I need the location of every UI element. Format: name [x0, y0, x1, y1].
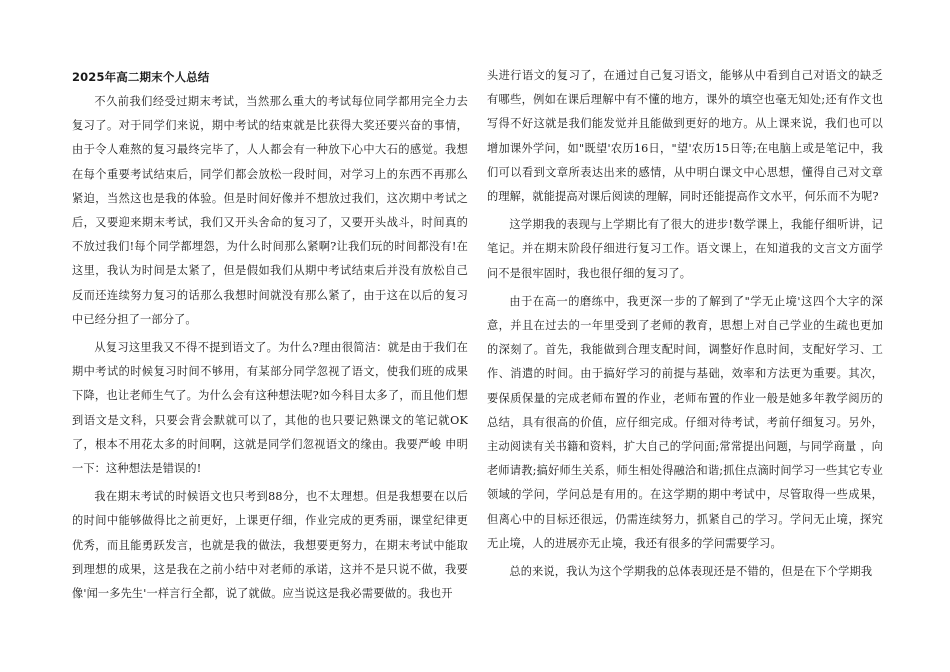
paragraph: 总的来说，我认为这个学期我的总体表现还是不错的，但是在下个学期我 [509, 565, 873, 579]
paragraph-continued: 头进行语文的复习了，在通过自己复习语文，能够从中看到自己对语文的缺乏有哪些，例如在课后理解中有不懂的地方，课外的填空也毫无知处;还有作文也写得不好这就是我们能发觉并且能做到更好的地方。从上课来说，我们也可以增加课外学问，如"既望'农历16日，"望'农历15日等;在电脑上或是笔记中，我们可以看到文章所表达出来的感情，从中明白课文中心思想，懂得自己对文章的理解，就能提高对课后阅读的理解，同时还能提高作文水平，何乐而不为呢? [487, 69, 883, 204]
paragraph: 从复习这里我又不得不提到语文了。为什么?理由很简洁：就是由于我们在期中考试的时候复习时间不够用，有某部分同学忽视了语文，使我们班的成果下降，也让老师生气了。为什么会有这种想法呢?如今科目太多了，而且他们想到语文是文科，只要会背会默就可以了，其他的也只要记熟课文的笔记就OK了，根本不用花太多的时间啊，这就是同学们忽视语文的缘由。我要严峻 申明一下：这种想法是错误的! [72, 341, 468, 476]
paragraph: 我在期末考试的时候语文也只考到88分，也不太理想。但是我想要在以后的时间中能够做得比之前更好，上课更仔细，作业完成的更秀丽，课堂纪律更优秀，而且能勇跃发言，也就是我的做法，我想要更努力，在期末考试中能取到理想的成果，这是我在之前小结中对老师的承诺，这并不是只说不做，我要像'闻一多先生'一样言行全都，说了就做。应当说这是我必需要做的。我也开 [72, 490, 468, 601]
left-column [72, 64, 468, 606]
right-column [487, 64, 883, 584]
document-title: 2025年高二期末个人总结 [72, 70, 210, 84]
paragraph: 由于在高一的磨练中，我更深一步的了解到了"学无止境'这四个大字的深意，并且在过去的一年里受到了老师的教育，思想上对自己学业的生疏也更加的深刻了。首先，我能做到合理支配时间，调整好作息时间，支配好学习、工作、消遣的时间。由于搞好学习的前提与基础，效率和方法更为重要。其次，要保质保量的完成老师布置的作业，老师布置的作业一般是她多年教学阅历的总结，具有很高的价值，应仔细完成。仔细对待考试，考前仔细复习。另外，主动阅读有关书籍和资料，扩大自己的学问面;常常提出问题，与同学商量 ，向老师请教;搞好师生关系，师生相处得融洽和谐;抓住点滴时间学习一些其它专业领域的学问，学问总是有用的。在这学期的期中考试中，尽管取得一些成果，但离心中的目标还很远，仍需连续努力，抓紧自己的学习。学问无止境，探究无止境，人的进展亦无止境，我还有很多的学问需要学习。 [487, 294, 883, 550]
paragraph: 不久前我们经受过期末考试，当然那么重大的考试每位同学都用完全力去复习了。对于同学们来说，期中考试的结束就是比获得大奖还要兴奋的事情，由于令人难熬的复习最终完毕了，人人都会有一种放下心中大石的感觉。我想在每个重要考试结束后，同学们都会放松一段时间，对学习上的东西不再那么紧迫，当然这也是我的体验。但是时间好像并不想放过我们，这次期中考试之后，又要迎来期末考试，我们又开头舍命的复习了，又要开头战斗，时间真的不放过我们!每个同学都埋怨，为什么时间那么紧啊?让我们玩的时间都没有!在这里，我认为时间是太紧了，但是假如我们从期中考试结束后并没有放松自己反而还连续努力复习的话那么我想时间就没有那么紧了，由于这在以后的复习中已经分担了一部分了。 [72, 95, 468, 326]
paragraph: 这学期我的表现与上学期比有了很大的进步!数学课上，我能仔细听讲，记笔记。并在期末阶段仔细进行复习工作。语文课上，在知道我的文言文方面学问不是很牢固时，我也很仔细的复习了。 [487, 218, 883, 280]
